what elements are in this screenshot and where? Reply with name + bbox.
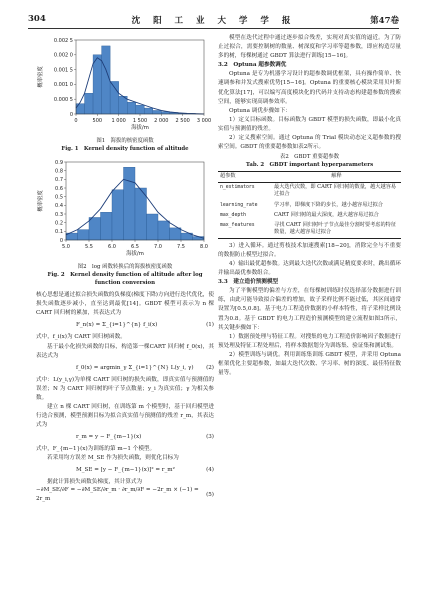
eq2-number: (2)	[206, 364, 214, 371]
equation-2	[36, 361, 214, 376]
fig2-y-tick-label: 0.5	[55, 194, 63, 201]
fig2-x-tick-label: 6.5	[131, 244, 139, 251]
fig2-x-tick-label: 8.0	[200, 244, 208, 251]
header-rule	[28, 28, 399, 29]
left-para-8: 据此计算损失函数负梯度，其计算式为	[47, 479, 143, 486]
table-cell-name: max_features	[218, 220, 272, 238]
fig2-y-tick-label: 0.9	[55, 160, 63, 167]
fig1-x-tick-label: 500	[92, 118, 103, 124]
fig1-x-tick-label: 3 000	[196, 118, 212, 124]
fig1-bar	[144, 108, 153, 114]
fig1-x-tick-label: 1 000	[111, 118, 126, 124]
fig2-y-tick-label: 0.1	[55, 229, 63, 236]
table-cell-desc: 最大迭代次数，即 CART 回归树的数量，越大越容易过拟合	[274, 184, 397, 198]
right-column	[218, 34, 401, 378]
fig1-y-tick-label: 0.001 0	[53, 82, 73, 89]
fig2-x-tick-label: 6.0	[108, 244, 116, 251]
left-column	[36, 34, 214, 503]
fig1-bar	[153, 110, 162, 114]
section-3-2-heading: 3.2 Optuna 超参数调优	[218, 62, 287, 69]
fig1-chart	[36, 34, 214, 134]
fig2-x-tick-label: 5.5	[85, 244, 93, 251]
fig2-bar	[147, 214, 159, 240]
fig1-x-tick-label: 0	[74, 118, 78, 124]
table-cell-name: max_depth	[220, 212, 246, 218]
fig1-bar	[136, 105, 145, 114]
fig1-x-tick-label: 1 500	[132, 118, 148, 124]
fig2-y-axis-label: 概率密度	[38, 190, 44, 213]
journal-title: 沈 阳 工 业 大 学 学 报	[131, 16, 296, 26]
left-para-1: 核心思想是通过拟合损失函数的负梯度(梯度下降)方向进行迭代优化，使损失函数逐步减小，直至达到最优[14]。GBDT 模型可表示为 n 棵 CART 回归树的累加，其表达式为	[36, 292, 214, 317]
table-row	[218, 200, 401, 210]
running-header	[28, 14, 399, 28]
right-para-2: Optuna 是专为机器学习设计的超参数调优框架，具有操作简单、快速调参和并发式搜索优势[15−16]。Optuna 的重要核心模块采用贝叶斯优化算法[17]，可以编写高度模块化的代码并支持动态构建超参数的搜索空间，能够实现高调参效率。	[218, 71, 401, 105]
fig2-y-tick-label: 0.3	[55, 212, 63, 219]
left-para-4: 式中：L(y_i,γ)为单棵 CART 回归树的损失函数，即真实值与预测值的误差；N 为 CART 回归树的叶子节点数量；y_i 为真实值；γ 为相关参数。	[36, 376, 214, 401]
eq5-body: −∂M_SE/∂F = −∂M_SE/∂r_m · ∂r_m/∂F = −2r_m × (−1) = 2r_m	[36, 486, 199, 503]
fig1-y-tick-label: 0.000 5	[53, 97, 73, 103]
fig2-y-tick-label: 0.6	[55, 186, 63, 193]
fig2-caption-cn: 图2 log 函数转换后的海拔核密度函数	[77, 264, 173, 271]
table-row	[218, 220, 401, 238]
table-col-param: 超参数	[218, 172, 272, 182]
equation-1	[36, 318, 214, 333]
fig2-chart	[36, 156, 214, 260]
table-row	[218, 182, 401, 200]
step-2: 2）定义搜索空间。通过 Optuna 的 Trial 模块动态定义超参数的搜索空间。GBDT 的重要超参数如表2所示。	[218, 135, 401, 151]
fig1-caption-cn: 图1 海拔的核密度函数	[96, 138, 154, 145]
table-header-row	[218, 172, 401, 182]
fig2-y-tick-label: 0.7	[55, 177, 63, 184]
fig1-bar	[85, 93, 94, 114]
table-cell-desc: 学习率，即梯度下降的步长，越小越容易过拟合	[274, 201, 383, 208]
fig2-bar	[170, 228, 182, 240]
fig2-y-tick-label: 0.4	[55, 203, 63, 210]
fig1-y-tick-label: 0.002 0	[53, 52, 73, 59]
fig2-x-tick-label: 7.0	[154, 244, 162, 251]
eq4-number: (4)	[206, 467, 214, 474]
fig1-x-axis-label: 海拔/m	[131, 125, 149, 131]
eq3-number: (3)	[206, 434, 214, 441]
step-4: 4）输出最优超参数。达到最大迭代次数或满足精度要求时，跳出循环并输出最优参数组合。	[218, 261, 401, 277]
fig1-y-axis-label: 概率密度	[38, 66, 44, 88]
fig2-bar	[193, 237, 205, 240]
table-cell-desc: 寻找 CART 回归树叶子节点最佳分割时要考虑的特征数量，越大越容易过拟合	[272, 220, 401, 238]
fig1-bar	[102, 46, 111, 114]
fig2-bar	[101, 213, 113, 241]
fig1-bar	[93, 55, 102, 114]
fig1-caption-en: Fig. 1 Kernel density function of altitude	[61, 145, 189, 152]
fig1-y-tick-label: 0	[69, 111, 73, 118]
eq2-body: f_0(x) = argmin_γ Σ_{i=1}^{N} L(y_i, γ)	[76, 364, 194, 371]
fig2-bar	[135, 188, 147, 240]
table-cell-name: n_estimators	[220, 185, 255, 191]
left-para-5: 建立 n 棵 CART 回归树，在训练第 m 个模型时，基于回归模型进行迭合预测，模型预测目标为拟合真实值与预测值的残差 r_m，其表达式为	[36, 404, 214, 429]
right-para-4: 为了平衡模型的偏差与方差，在每棵树训练时仅选择部分数据进行训练，由此可能导致拟合偏差的增加，故子采样比例不能过低，其区间通常设置为[0.5,0.8]。基于电力工程造价数据的小样本特性，将子采样比例设置为0.8。基于 GBDT 的电力工程造价预测模型的建立流程如图3所示，其关键步骤如下：	[218, 288, 401, 331]
page-number: 304	[28, 14, 46, 24]
fig1-y-tick-label: 0.001 5	[53, 67, 73, 74]
fig2-caption-en: Fig. 2 Kernel density function of altitude after log function conversion	[47, 271, 203, 286]
fig2-bar	[78, 230, 90, 240]
fig1-bar	[127, 102, 136, 114]
fig2-y-tick-label: 0.8	[55, 168, 63, 175]
fig2-bar	[158, 221, 170, 240]
table-row	[218, 210, 401, 220]
left-para-2: 式中，f_i(x)为 CART 回归树函数。	[36, 334, 126, 341]
fig2-x-axis-label: 海拔/m	[126, 251, 144, 258]
table-col-desc: 解释	[272, 172, 401, 182]
key-step-2: 2）模型训练与调优。利用训练集训练 GBDT 模型，并采用 Optuna 框架优化主要超参数，如最大迭代次数、学习率、树的深度、最佳特征数量等。	[218, 351, 401, 377]
volume-label: 第47卷	[370, 16, 399, 26]
left-para-7: 若采用均方误差 M_SE 作为损失函数，则优化目标为	[47, 455, 179, 462]
table2-caption-cn: 表2 GBDT 重要超参数	[279, 154, 340, 161]
fig2-bar	[89, 218, 101, 241]
hyperparameter-table	[218, 171, 401, 238]
fig2-x-tick-label: 7.5	[177, 244, 185, 251]
fig2-bar	[112, 190, 124, 240]
table2-caption-en: Tab. 2 GBDT important hyperparameters	[245, 161, 374, 168]
step-3: 3）进入循环。通过剪枝技术加速搜索[18−20]，消除完全与不重要的数据防止模型过拟合。	[218, 242, 401, 258]
fig1-bar	[110, 81, 119, 114]
figure-2	[36, 156, 214, 287]
step-1: 1）定义目标函数。目标函数为 GBDT 模型的损失函数，即最小化真实值与预测值的残差。	[218, 116, 401, 132]
right-para-1: 模型在迭代过程中通过逐步拟合残差，实现对真实值的逼近。为了防止过拟合，需要控制树的数量、树深度和学习率等超参数，即应构造尽量多的树，每棵树通过 GBDT 算法进行训练[15−16]。	[218, 35, 401, 60]
equation-4	[36, 463, 214, 478]
fig2-x-tick-label: 5.0	[62, 244, 70, 251]
fig2-bar	[124, 167, 136, 240]
fig1-bar	[119, 96, 128, 114]
left-para-6: 式中，F_{m−1}(x)为训练的第 m−1 个模型。	[36, 446, 156, 453]
key-step-1: 1）数据预处理与特征工程。对搜集的电力工程造价影响因子数据进行预处理及特征工程处理后，将样本数据划分为训练集、验证集和测试集。	[218, 333, 401, 349]
eq1-number: (1)	[206, 322, 214, 329]
equation-3	[36, 430, 214, 445]
fig1-x-tick-label: 2 000	[154, 118, 169, 124]
table-cell-desc: CART 回归树的最大深度，越大越容易过拟合	[274, 211, 379, 218]
fig1-bar	[76, 104, 85, 114]
section-3-3-heading: 3.3 建立造价预测模型	[218, 279, 279, 286]
fig1-y-tick-label: 0.002 5	[53, 37, 73, 44]
eq5-number: (5)	[206, 491, 214, 498]
equation-5	[36, 488, 214, 503]
figure-1	[36, 34, 214, 153]
eq1-body: F_n(x) = Σ_{i=1}^{n} f_i(x)	[76, 322, 158, 329]
table-cell-name: learning_rate	[220, 202, 258, 208]
eq4-body: M_SE = [y − F_{m−1}(x)]² = r_m²	[76, 467, 175, 474]
fig2-y-tick-label: 0	[59, 238, 63, 245]
right-para-3: Optuna 调优步骤如下：	[229, 107, 291, 114]
eq3-body: r_m = y − F_{m−1}(x)	[76, 434, 142, 441]
fig2-y-tick-label: 0.2	[55, 220, 63, 227]
left-para-3: 基于最小化损失函数的目标，构造第一棵CART 回归树 f_0(x)，其表达式为	[36, 343, 214, 359]
fig1-x-tick-label: 2 500	[175, 118, 190, 124]
